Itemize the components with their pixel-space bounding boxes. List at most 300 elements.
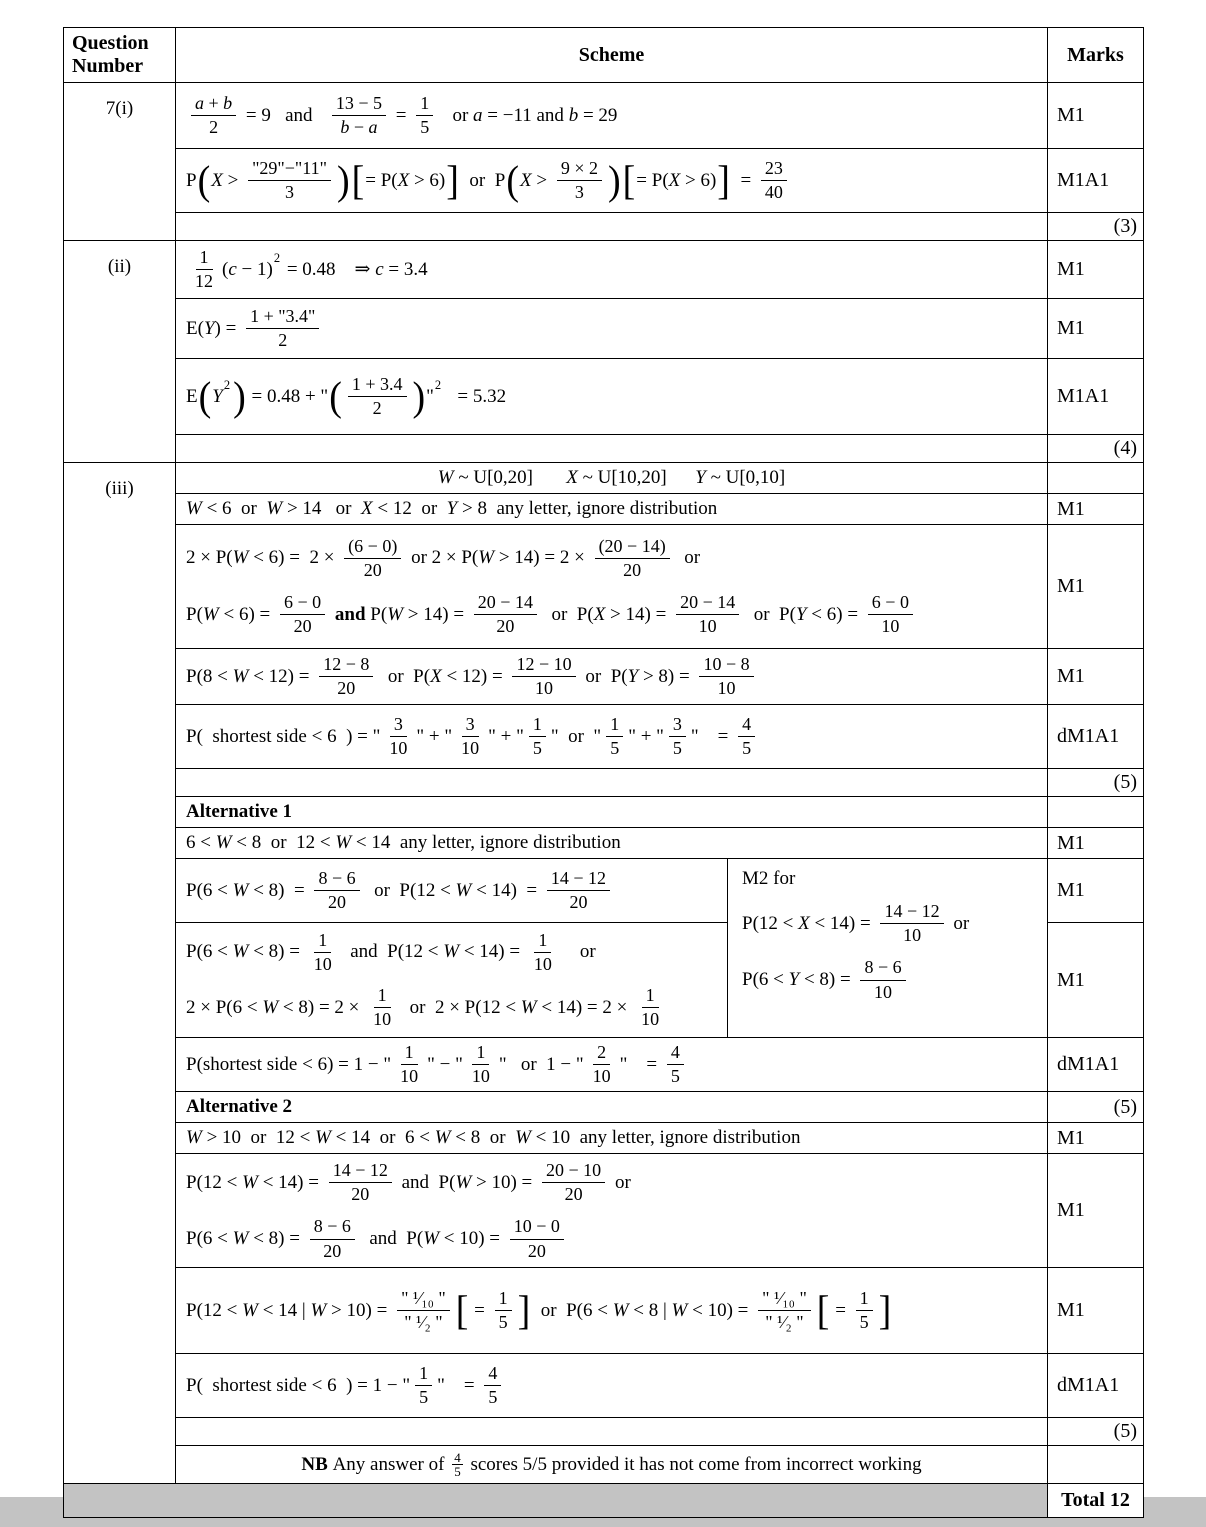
formula-line bbox=[742, 900, 1037, 947]
fraction bbox=[512, 654, 575, 699]
question-number: (ii) bbox=[107, 256, 132, 277]
fraction-denominator: 20 bbox=[351, 1184, 370, 1205]
fraction-denominator: 20 bbox=[527, 1240, 546, 1261]
marks-cell: (4) bbox=[1048, 435, 1144, 463]
fraction bbox=[191, 93, 236, 138]
scheme-row bbox=[64, 1123, 1144, 1154]
fraction-numerator: " ¹⁄₁₀ " bbox=[397, 1288, 450, 1311]
big-delimiter: [ bbox=[816, 1288, 830, 1334]
marks-cell: (5) bbox=[1048, 769, 1144, 797]
fraction-denominator: 10 bbox=[717, 678, 736, 698]
scheme-row bbox=[64, 525, 1144, 649]
big-delimiter: ] bbox=[446, 157, 459, 204]
formula-text: " bbox=[426, 385, 434, 407]
formula-line bbox=[186, 1126, 1037, 1150]
formula-text: = bbox=[469, 1299, 490, 1321]
fraction-numerator: 1 bbox=[529, 714, 546, 737]
fraction-numerator: 14 − 12 bbox=[880, 901, 943, 924]
fraction-numerator: 8 − 6 bbox=[314, 868, 359, 891]
formula-text: (c − 1) bbox=[222, 258, 273, 280]
formula-text: " or 1 − " bbox=[498, 1053, 584, 1075]
fraction-denominator: 10 bbox=[389, 738, 408, 758]
superscript: 2 bbox=[273, 250, 281, 265]
fraction-numerator: " ¹⁄₁₀ " bbox=[758, 1288, 811, 1311]
big-delimiter: ) bbox=[336, 157, 350, 204]
question-number-cell bbox=[64, 83, 176, 241]
marks-cell: (5) bbox=[1048, 1418, 1144, 1446]
scheme-lines bbox=[186, 1451, 1037, 1479]
formula-text: W ~ U[0,20] X ~ U[10,20] Y ~ U[0,10] bbox=[437, 467, 786, 488]
question-number-cell bbox=[64, 463, 176, 1484]
mark-scheme-table bbox=[63, 27, 1144, 1518]
formula-text: or P(12 < W < 14) = bbox=[364, 879, 542, 901]
formula-text: X > bbox=[211, 169, 244, 191]
formula-text: P(12 < W < 14 | W > 10) = bbox=[186, 1299, 393, 1321]
marks-split bbox=[1048, 859, 1143, 1037]
split-left-column bbox=[176, 859, 727, 1037]
fraction-denominator: " ¹⁄₂ " bbox=[765, 1312, 804, 1333]
fraction-denominator: 2 bbox=[372, 398, 382, 418]
marks-cell: M1 bbox=[1048, 649, 1144, 705]
formula-text: 2 × P(6 < W < 8) = 2 × bbox=[186, 996, 365, 1018]
fraction-numerator: 13 − 5 bbox=[332, 93, 386, 116]
scheme-lines bbox=[186, 713, 1037, 760]
formula-line bbox=[186, 305, 1037, 352]
scheme-cell bbox=[176, 859, 1048, 1038]
formula-text: = bbox=[830, 1299, 851, 1321]
fraction-denominator: 2 bbox=[209, 117, 219, 137]
fraction-denominator: 20 bbox=[623, 559, 642, 580]
formula-text: or a = −11 and b = 29 bbox=[438, 104, 618, 126]
scheme-cell bbox=[176, 1268, 1048, 1354]
fraction-numerator: 1 + "3.4" bbox=[246, 306, 319, 329]
fraction-numerator: 20 − 14 bbox=[474, 592, 537, 615]
big-delimiter: ( bbox=[198, 373, 212, 420]
marks-cell: (5) bbox=[1048, 1092, 1144, 1123]
scheme-row bbox=[64, 828, 1144, 859]
fraction-denominator: 3 bbox=[285, 182, 294, 202]
formula-line bbox=[186, 1095, 1037, 1119]
scheme-cell bbox=[176, 828, 1048, 859]
scheme-cell bbox=[176, 463, 1048, 494]
scheme-row bbox=[64, 859, 1144, 1038]
fraction-numerator: 1 + 3.4 bbox=[348, 374, 407, 397]
formula-line bbox=[186, 713, 1037, 760]
formula-line bbox=[186, 92, 1037, 139]
fraction bbox=[699, 654, 753, 699]
scheme-row bbox=[64, 649, 1144, 705]
formula-text: " = bbox=[690, 725, 734, 747]
scheme-lines bbox=[186, 1095, 1037, 1119]
scheme-cell bbox=[176, 1354, 1048, 1418]
fraction-denominator: 10 bbox=[874, 981, 893, 1002]
formula-text: or P(6 < W < 8 | W < 10) = bbox=[531, 1299, 754, 1321]
superscript: 2 bbox=[223, 377, 231, 392]
fraction-numerator: 20 − 10 bbox=[542, 1160, 605, 1183]
marks-cell: dM1A1 bbox=[1048, 705, 1144, 769]
fraction bbox=[248, 158, 331, 203]
fraction-numerator: 6 − 0 bbox=[280, 592, 325, 615]
fraction-numerator: 14 − 12 bbox=[329, 1160, 392, 1183]
formula-line bbox=[186, 535, 1037, 582]
fraction-denominator: 12 bbox=[195, 271, 213, 291]
m2-note-box bbox=[727, 859, 1047, 1037]
fraction-denominator: 10 bbox=[535, 678, 554, 698]
fraction-denominator: 5 bbox=[488, 1387, 498, 1408]
formula-text: or bbox=[560, 941, 596, 963]
bold-text: Alternative 1 bbox=[186, 801, 293, 822]
scheme-lines bbox=[186, 373, 1037, 420]
fraction-denominator: 10 bbox=[461, 738, 480, 758]
fraction bbox=[396, 1042, 422, 1087]
fraction bbox=[510, 1216, 564, 1261]
marks-cell: dM1A1 bbox=[1048, 1038, 1144, 1092]
fraction bbox=[246, 306, 319, 351]
header-marks: Marks bbox=[1048, 28, 1144, 83]
scheme-row bbox=[64, 1418, 1144, 1446]
fraction bbox=[280, 592, 325, 637]
scheme-cell bbox=[176, 1154, 1048, 1268]
formula-text: P( shortest side < 6 ) = " bbox=[186, 725, 381, 747]
fraction bbox=[416, 93, 433, 138]
fraction-numerator: 4 bbox=[454, 1449, 461, 1465]
formula-text: and P(W > 10) = bbox=[396, 1171, 538, 1193]
formula-text: = 5.32 bbox=[443, 385, 507, 407]
formula-text: P( shortest side < 6 ) = 1 − " bbox=[186, 1374, 411, 1396]
fraction bbox=[856, 1288, 873, 1333]
fraction bbox=[385, 714, 411, 759]
scheme-cell bbox=[176, 1446, 1048, 1484]
question-number: (iii) bbox=[105, 478, 134, 499]
fraction-denominator: 5 bbox=[454, 1464, 461, 1480]
fraction bbox=[332, 93, 386, 138]
fraction-numerator: 1 bbox=[495, 1288, 512, 1311]
big-delimiter: ) bbox=[607, 157, 621, 204]
scheme-lines bbox=[186, 1126, 1037, 1150]
fraction bbox=[457, 714, 483, 759]
marks-cell: M1 bbox=[1048, 494, 1144, 525]
fraction-denominator: 5 bbox=[672, 738, 682, 758]
scheme-cell bbox=[176, 359, 1048, 435]
formula-text: = 9 and bbox=[241, 104, 327, 126]
formula-text: " + " bbox=[628, 725, 664, 747]
scheme-cell bbox=[176, 1123, 1048, 1154]
fraction-denominator: 20 bbox=[496, 616, 515, 637]
fraction-numerator: a + b bbox=[191, 93, 236, 116]
fraction bbox=[314, 868, 359, 913]
bold-text: and bbox=[330, 603, 371, 625]
formula-text: or bbox=[948, 912, 970, 934]
formula-line bbox=[186, 246, 1037, 293]
fraction bbox=[547, 868, 610, 913]
fraction-denominator: 10 bbox=[373, 1009, 392, 1030]
scheme-cell bbox=[176, 525, 1048, 649]
fraction bbox=[542, 1160, 605, 1205]
fraction-denominator: 20 bbox=[363, 559, 382, 580]
total-marks: Total 12 bbox=[1048, 1484, 1144, 1518]
scheme-lines bbox=[186, 246, 1037, 293]
formula-text: P(12 < X < 14) = bbox=[742, 912, 876, 934]
formula-line bbox=[186, 466, 1037, 490]
scheme-row bbox=[64, 1446, 1144, 1484]
fraction bbox=[348, 374, 407, 419]
fraction-numerator: 3 bbox=[462, 714, 479, 737]
scheme-row bbox=[64, 359, 1144, 435]
fraction-numerator: 4 bbox=[667, 1042, 684, 1065]
formula-line bbox=[186, 1362, 1037, 1409]
bold-text: NB bbox=[301, 1453, 328, 1475]
marks-cell: M1 bbox=[1048, 525, 1144, 649]
fraction-numerator: 6 − 0 bbox=[868, 592, 913, 615]
fraction bbox=[452, 1451, 463, 1479]
fraction-numerator: "29"−"11" bbox=[248, 158, 331, 181]
fraction-numerator: 10 − 0 bbox=[510, 1216, 564, 1239]
question-number-cell bbox=[64, 241, 176, 463]
formula-text: M2 for bbox=[742, 868, 796, 889]
fraction-denominator: 20 bbox=[328, 892, 347, 912]
marks-cell: M1 bbox=[1048, 828, 1144, 859]
formula-text: = P(X > 6) bbox=[365, 169, 446, 191]
marks-cell: M1 bbox=[1048, 241, 1144, 299]
fraction bbox=[880, 901, 943, 946]
formula-text: or P bbox=[459, 169, 506, 191]
fraction-denominator: b − a bbox=[340, 117, 378, 137]
fraction-denominator: 10 bbox=[592, 1066, 611, 1087]
superscript: 2 bbox=[434, 377, 442, 392]
fraction-numerator: 1 bbox=[314, 930, 331, 953]
scheme-cell bbox=[176, 649, 1048, 705]
fraction-denominator: 10 bbox=[903, 925, 922, 946]
fraction-numerator: 20 − 14 bbox=[676, 592, 739, 615]
marks-cell: (3) bbox=[1048, 213, 1144, 241]
fraction-numerator: 1 bbox=[196, 247, 213, 270]
formula-text: and P(W < 10) = bbox=[359, 1228, 505, 1250]
fraction-denominator: 20 bbox=[337, 678, 356, 698]
fraction-denominator: 5 bbox=[859, 1312, 869, 1333]
fraction bbox=[637, 985, 663, 1030]
scheme-lines bbox=[186, 497, 1037, 521]
marks-cell bbox=[1048, 859, 1144, 1038]
scheme-lines bbox=[186, 92, 1037, 139]
header-scheme: Scheme bbox=[176, 28, 1048, 83]
formula-text: P(W > 14) = bbox=[370, 603, 469, 625]
fraction-denominator: 10 bbox=[400, 1066, 419, 1087]
scheme-cell bbox=[176, 149, 1048, 213]
formula-text: P(8 < W < 12) = bbox=[186, 665, 315, 687]
alternative1-split-block bbox=[176, 859, 1047, 1037]
fraction-denominator: 20 bbox=[293, 616, 312, 637]
big-delimiter: ) bbox=[233, 373, 246, 420]
formula-line bbox=[186, 653, 1037, 700]
fraction bbox=[860, 957, 905, 1002]
fraction-numerator: 1 bbox=[472, 1042, 489, 1065]
fraction-numerator: 1 bbox=[415, 1363, 432, 1386]
fraction bbox=[557, 158, 602, 203]
fraction-denominator: 10 bbox=[313, 953, 332, 974]
scheme-lines bbox=[186, 305, 1037, 352]
fraction bbox=[329, 1160, 392, 1205]
formula-text: scores 5/5 provided it has not come from incorrect working bbox=[465, 1453, 922, 1475]
formula-text: 6 < W < 8 or 12 < W < 14 any letter, ignore distribution bbox=[186, 832, 621, 853]
scheme-lines bbox=[186, 157, 1037, 204]
mark-value: M1 bbox=[1048, 859, 1143, 923]
fraction bbox=[606, 714, 623, 759]
scheme-cell bbox=[176, 213, 1048, 241]
formula-text: or P(X < 12) = bbox=[378, 665, 508, 687]
marks-cell bbox=[1048, 463, 1144, 494]
bold-text: Alternative 2 bbox=[186, 1096, 293, 1118]
fraction-denominator: 5 bbox=[532, 738, 542, 758]
big-delimiter: ] bbox=[878, 1288, 892, 1334]
scheme-lines bbox=[186, 800, 1037, 824]
fraction bbox=[369, 985, 395, 1030]
marks-cell: M1 bbox=[1048, 83, 1144, 149]
fraction-denominator: 5 bbox=[610, 738, 620, 758]
fraction-numerator: 3 bbox=[390, 714, 407, 737]
fraction-denominator: 5 bbox=[498, 1312, 508, 1333]
fraction bbox=[595, 536, 670, 581]
scheme-row bbox=[64, 1354, 1144, 1418]
formula-text: " = bbox=[619, 1053, 662, 1075]
fraction bbox=[530, 930, 556, 975]
marks-cell: M1 bbox=[1048, 299, 1144, 359]
formula-text: " − " bbox=[427, 1053, 463, 1075]
formula-text: 2 × P(W < 6) = 2 × bbox=[186, 547, 340, 569]
fraction bbox=[415, 1363, 432, 1408]
scheme-cell bbox=[176, 83, 1048, 149]
fraction-numerator: 1 bbox=[401, 1042, 418, 1065]
formula-line bbox=[186, 831, 1037, 855]
scheme-cell bbox=[176, 1092, 1048, 1123]
formula-line bbox=[186, 157, 1037, 204]
scheme-row bbox=[64, 299, 1144, 359]
marks-cell: dM1A1 bbox=[1048, 1354, 1144, 1418]
fraction-numerator: 4 bbox=[738, 714, 755, 737]
marks-cell: M1 bbox=[1048, 1154, 1144, 1268]
fraction bbox=[868, 592, 913, 637]
scheme-row bbox=[64, 435, 1144, 463]
scheme-row bbox=[64, 83, 1144, 149]
formula-text: Y bbox=[212, 385, 223, 407]
fraction bbox=[310, 930, 336, 975]
big-delimiter: ] bbox=[517, 1288, 531, 1334]
formula-text: or 2 × P(W > 14) = 2 × bbox=[406, 547, 590, 569]
scheme-cell bbox=[176, 1418, 1048, 1446]
fraction-numerator: 12 − 10 bbox=[512, 654, 575, 677]
fraction-denominator: 3 bbox=[574, 182, 584, 202]
scheme-lines bbox=[186, 653, 1037, 700]
fraction-denominator: 20 bbox=[569, 892, 588, 912]
fraction bbox=[319, 654, 373, 699]
mark-value: M1 bbox=[1057, 968, 1085, 991]
scheme-lines bbox=[186, 1159, 1037, 1263]
big-delimiter: [ bbox=[455, 1288, 469, 1334]
fraction-numerator: 1 bbox=[642, 985, 659, 1008]
fraction bbox=[589, 1042, 615, 1087]
scheme-cell bbox=[176, 769, 1048, 797]
question-number: 7(i) bbox=[105, 98, 134, 119]
formula-text: P(6 < Y < 8) = bbox=[742, 969, 856, 991]
fraction-denominator: 5 bbox=[419, 1387, 429, 1408]
fraction-denominator: 5 bbox=[670, 1066, 680, 1087]
fraction bbox=[529, 714, 546, 759]
formula-text: P(12 < W < 14) = bbox=[186, 1171, 324, 1193]
formula-text: or bbox=[674, 547, 701, 569]
formula-line bbox=[186, 929, 717, 976]
fraction-numerator: 14 − 12 bbox=[547, 868, 610, 891]
formula-text: P(6 < W < 8) = bbox=[186, 941, 305, 963]
fraction-denominator: 40 bbox=[764, 182, 783, 202]
fraction-numerator: 8 − 6 bbox=[860, 957, 905, 980]
formula-text: or P(Y > 8) = bbox=[580, 665, 695, 687]
fraction-numerator: 4 bbox=[484, 1363, 501, 1386]
fraction-numerator: 1 bbox=[416, 93, 433, 116]
fraction-numerator: 23 bbox=[761, 158, 787, 181]
formula-line bbox=[186, 1451, 1037, 1479]
fraction-numerator: 8 − 6 bbox=[310, 1216, 355, 1239]
formula-text: W > 10 or 12 < W < 14 or 6 < W < 8 or W < 10 any letter, ignore distribution bbox=[186, 1127, 801, 1149]
marks-cell: M1 bbox=[1048, 1268, 1144, 1354]
fraction-denominator: 10 bbox=[641, 1009, 660, 1030]
formula-text: P bbox=[186, 169, 197, 191]
formula-line bbox=[186, 591, 1037, 638]
formula-text: or P(Y < 6) = bbox=[744, 603, 863, 625]
marks-cell: M1 bbox=[1048, 1123, 1144, 1154]
fraction-numerator: (20 − 14) bbox=[595, 536, 670, 559]
scheme-cell bbox=[176, 241, 1048, 299]
formula-text: = bbox=[730, 169, 756, 191]
fraction bbox=[667, 1042, 684, 1087]
scheme-row bbox=[64, 494, 1144, 525]
big-delimiter: ( bbox=[506, 157, 519, 204]
fraction bbox=[676, 592, 739, 637]
formula-line bbox=[742, 867, 1037, 891]
formula-line bbox=[186, 800, 1037, 824]
scheme-lines bbox=[186, 831, 1037, 855]
formula-line bbox=[186, 497, 1037, 521]
formula-line bbox=[186, 1215, 1037, 1262]
fraction-denominator: 5 bbox=[742, 738, 752, 758]
scheme-lines bbox=[186, 466, 1037, 490]
formula-line bbox=[186, 1159, 1037, 1206]
big-delimiter: [ bbox=[622, 157, 636, 204]
scheme-row bbox=[64, 797, 1144, 828]
fraction-denominator: 10 bbox=[471, 1066, 490, 1087]
formula-text: " or " bbox=[550, 725, 602, 747]
fraction-numerator: 2 bbox=[593, 1042, 610, 1065]
scheme-lines bbox=[186, 535, 1037, 639]
fraction-denominator: 10 bbox=[533, 953, 552, 974]
formula-line bbox=[186, 867, 717, 914]
formula-text: " + " bbox=[416, 725, 453, 747]
fraction bbox=[669, 714, 686, 759]
fraction-numerator: 1 bbox=[606, 714, 623, 737]
fraction-denominator: 2 bbox=[278, 330, 288, 350]
fraction-denominator: 10 bbox=[698, 616, 717, 637]
formula-text: Any answer of bbox=[327, 1453, 450, 1475]
scheme-cell bbox=[176, 435, 1048, 463]
marks-cell bbox=[1048, 797, 1144, 828]
scheme-row bbox=[64, 1268, 1144, 1354]
formula-text: P(W < 6) = bbox=[186, 603, 275, 625]
formula-line bbox=[186, 373, 1037, 420]
formula-text: P(shortest side < 6) = 1 − " bbox=[186, 1053, 392, 1075]
fraction bbox=[761, 158, 787, 203]
formula-line bbox=[742, 956, 1037, 1003]
split-sub-row bbox=[176, 923, 727, 1037]
fraction-denominator: " ¹⁄₂ " bbox=[404, 1312, 443, 1333]
header-question-number: Question Number bbox=[64, 28, 176, 83]
